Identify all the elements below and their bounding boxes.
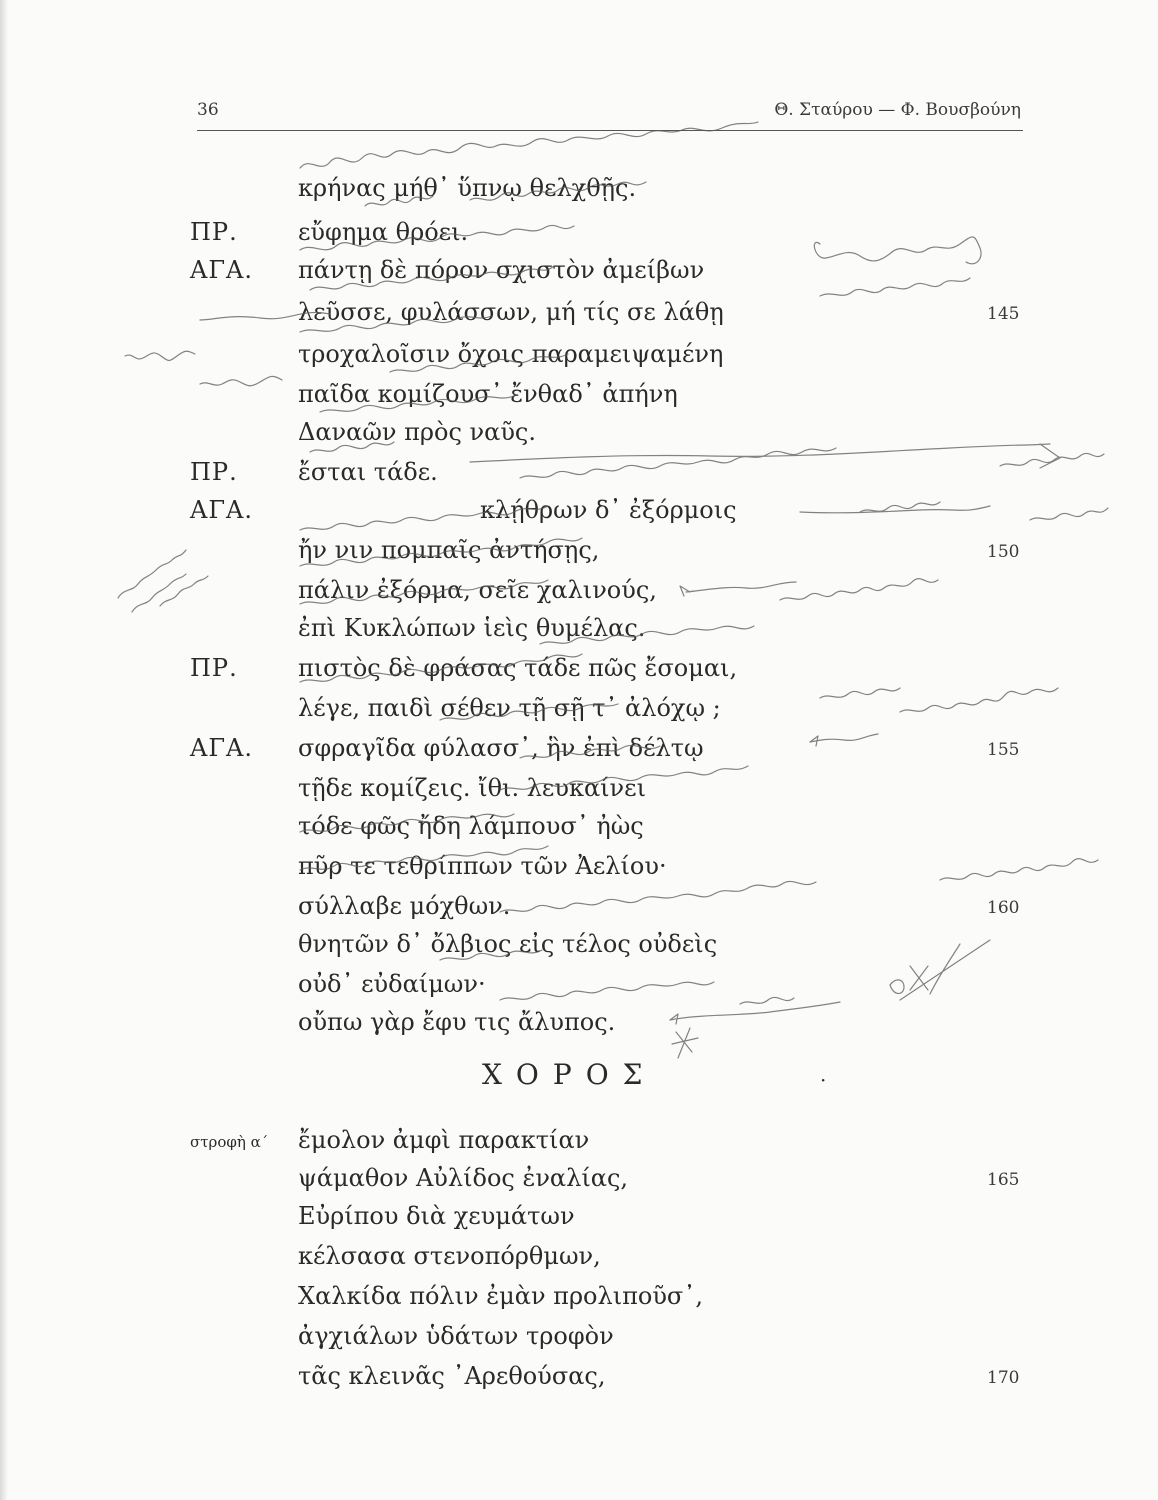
choral-line [0, 1316, 1158, 1356]
stray-mark: · [820, 1068, 827, 1092]
verse-line [0, 924, 1158, 964]
choral-line [0, 1356, 1158, 1396]
choral-line [0, 1158, 1158, 1198]
verse-line [0, 1002, 1158, 1042]
verse-text: παῖδα κομίζουσ᾽ ἔνθαδ᾽ ἀπήνη [298, 380, 678, 408]
verse-text: τᾶς κλεινᾶς ᾿Αρεθούσας, [298, 1362, 606, 1390]
choral-line [0, 1196, 1158, 1236]
verse-text: θνητῶν δ᾽ ὄλβιος εἰς τέλος οὐδεὶς [298, 930, 718, 958]
speaker-label: ΑΓΑ. [190, 496, 253, 524]
choral-line [0, 1276, 1158, 1316]
verse-line [0, 688, 1158, 728]
verse-text: πῦρ τε τεθρίππων τῶν Ἀελίου· [298, 852, 667, 880]
header-rule [197, 130, 1023, 131]
verse-text: πάλιν ἐξόρμα, σεῖε χαλινούς, [298, 576, 657, 604]
verse-text: σύλλαβε μόχθων. [298, 892, 511, 920]
verse-line [0, 964, 1158, 1004]
line-number: 145 [987, 304, 1020, 324]
verse-text: ἤν νιν πομπαῖς ἀντήσῃς, [298, 536, 600, 564]
verse-text: λέγε, παιδὶ σέθεν τῇ σῇ τ᾽ ἀλόχῳ ; [298, 694, 721, 722]
verse-text: οὔπω γὰρ ἔφυ τις ἄλυπος. [298, 1008, 616, 1036]
verse-text: τροχαλοῖσιν ὄχοις παραμειψαμένη [298, 340, 724, 368]
choral-line [0, 1236, 1158, 1276]
verse-text: ἔμολον ἀμφὶ παρακτίαν [298, 1126, 590, 1154]
page-header [197, 100, 1021, 124]
verse-text: κέλσασα στενοπόρθμων, [298, 1242, 601, 1270]
verse-line [0, 250, 1158, 290]
verse-text: πάντῃ δὲ πόρον σχιστὸν ἀμείβων [298, 256, 705, 284]
verse-text: ἐπὶ Κυκλώπων ἱεὶς θυμέλας. [298, 614, 646, 642]
line-number: 170 [987, 1368, 1020, 1388]
verse-line [0, 212, 1158, 252]
verse-line [0, 806, 1158, 846]
verse-text: τῇδε κομίζεις. ἴθι. λευκαίνει [298, 774, 646, 802]
verse-line [0, 728, 1158, 768]
verse-text: κλῄθρων δ᾽ ἐξόρμοις [480, 496, 737, 524]
verse-line [0, 490, 1158, 530]
strophe-label: στροφὴ α´ [190, 1133, 269, 1151]
verse-text: ἔσται τάδε. [298, 458, 438, 486]
verse-line [0, 412, 1158, 452]
verse-line [0, 452, 1158, 492]
speaker-label: ΑΓΑ. [190, 734, 253, 762]
line-number: 155 [987, 740, 1020, 760]
verse-line [0, 570, 1158, 610]
verse-text: τόδε φῶς ἤδη λάμπουσ᾽ ἠὼς [298, 812, 644, 840]
verse-text: Χαλκίδα πόλιν ἐμὰν προλιποῦσ᾽, [298, 1282, 703, 1310]
verse-text: Εὐρίπου διὰ χευμάτων [298, 1202, 575, 1230]
verse-line [0, 374, 1158, 414]
page-number: 36 [197, 100, 219, 120]
verse-text: πιστὸς δὲ φράσας τάδε πῶς ἔσομαι, [298, 654, 738, 682]
verse-text: εὔφημα θρόει. [298, 218, 469, 246]
verse-text: ἀγχιάλων ὑδάτων τροφὸν [298, 1322, 614, 1350]
verse-text: Δαναῶν πρὸς ναῦς. [298, 418, 536, 446]
speaker-label: ΠΡ. [190, 458, 238, 486]
speaker-label: ΑΓΑ. [190, 256, 253, 284]
verse-line [0, 648, 1158, 688]
choral-line [0, 1120, 1158, 1160]
line-number: 160 [987, 898, 1020, 918]
verse-text: κρήνας μήθ᾽ ὕπνῳ θελχθῇς. [298, 174, 637, 202]
verse-line [0, 886, 1158, 926]
verse-line [0, 530, 1158, 570]
chorus-heading: ΧΟΡΟΣ [482, 1058, 657, 1091]
verse-line [0, 292, 1158, 332]
line-number: 150 [987, 542, 1020, 562]
verse-line [0, 334, 1158, 374]
speaker-label: ΠΡ. [190, 218, 238, 246]
verse-line [0, 608, 1158, 648]
verse-text: ψάμαθον Αὐλίδος ἐναλίας, [298, 1164, 629, 1192]
verse-line [0, 168, 1158, 208]
verse-line [0, 846, 1158, 886]
verse-text: σφραγῖδα φύλασσ᾽, ἣν ἐπὶ δέλτῳ [298, 734, 704, 762]
running-head: Θ. Σταύρου — Φ. Βουσβούνη [774, 100, 1021, 120]
line-number: 165 [987, 1170, 1020, 1190]
verse-text: οὐδ᾽ εὐδαίμων· [298, 970, 486, 998]
verse-line [0, 768, 1158, 808]
speaker-label: ΠΡ. [190, 654, 238, 682]
verse-text: λεῦσσε, φυλάσσων, μή τίς σε λάθῃ [298, 298, 724, 326]
